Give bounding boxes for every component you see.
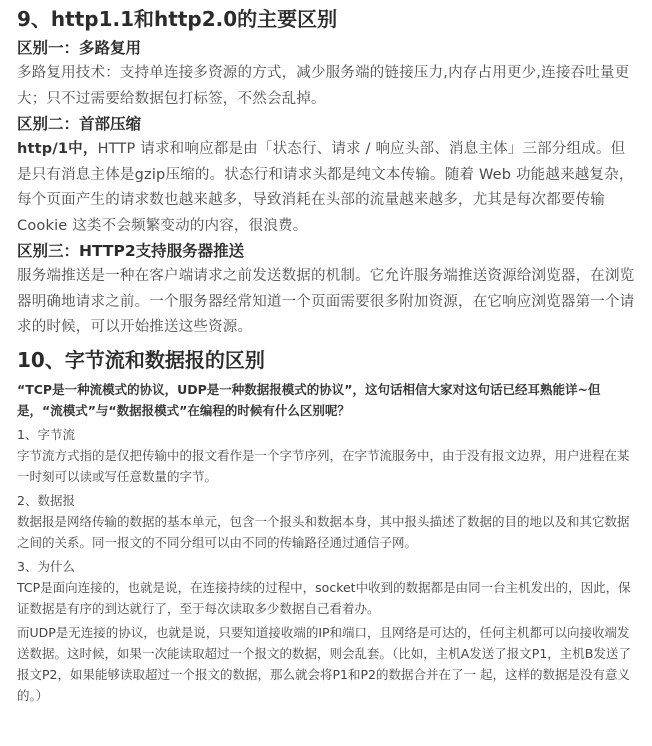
item2-heading: 2、数据报 — [17, 492, 75, 508]
section-9-title: 9、http1.1和http2.0的主要区别 — [17, 7, 338, 31]
diff2-text: HTTP 请求和响应都是由「状态行、请求 / 响应头部、消息主体」三部分组成。但是只有消息主体是gzip压缩的。状态行和请求头都是纯文本传输。随着 Web 功能越来越复杂，每个页面产生的请求数也越来越多，导致消耗在头部的流量越来越多，尤其是每次都要传输Cookie 这类不会频繁变动的内容，很浪费。 — [17, 141, 634, 234]
item1-text: 字节流方式指的是仅把传输中的报文看作是一个字节序列，在字节流服务中，由于没有报文边界，用户进程在某一时刻可以读或写任意数量的字节。 — [17, 447, 630, 484]
section-10-quote: “TCP是一种流模式的协议，UDP是一种数据报模式的协议”，这句话相信大家对这句话已经耳熟能详~但是，“流模式”与“数据报模式”在编程的时候有什么区别呢？ — [17, 381, 601, 418]
item1-heading: 1、字节流 — [17, 426, 75, 442]
item3-heading: 3、为什么 — [17, 558, 75, 574]
diff2-lead: http/1中， — [17, 141, 98, 157]
item2-text: 数据报是网络传输的数据的基本单元，包含一个报头和数据本身，其中报头描述了数据的目的地以及和其它数据之间的关系。同一报文的不同分组可以由不同的传输路径通过通信子网。 — [17, 513, 630, 550]
diff2-heading: 区别二：首部压缩 — [17, 115, 142, 133]
item3-text-udp: 而UDP是无连接的协议，也就是说，只要知道接收端的IP和端口，且网络是可达的，任何主机都可以向接收端发送数据。这时候，如果一次能读取超过一个报文的数据，则会乱套。（比如，主机A发送了报文P1，主机B发送了报文P2，如果能够读取超过一个报文的数据，那么就会将P1和P2的数据合并在了一 起，这样的数据是没有意义的。） — [17, 624, 631, 703]
diff1-heading: 区别一：多路复用 — [17, 39, 142, 57]
diff3-text: 服务端推送是一种在客户端请求之前发送数据的机制。它允许服务端推送资源给浏览器，在浏览器明确地请求之前。一个服务器经常知道一个页面需要很多附加资源，在它响应浏览器第一个请求的时候，可以开始推送这些资源。 — [17, 268, 635, 335]
item3-text-tcp: TCP是面向连接的，也就是说，在连接持续的过程中，socket中收到的数据都是由同一台主机发出的，因此，保证数据是有序的到达就行了，至于每次读取多少数据自己看着办。 — [17, 579, 631, 616]
diff1-text: 多路复用技术：支持单连接多资源的方式，减少服务端的链接压力,内存占用更少,连接吞吐量更大；只不过需要给数据包打标签，不然会乱掉。 — [17, 65, 630, 107]
section-10-title: 10、字节流和数据报的区别 — [17, 347, 265, 372]
diff3-heading: 区别三：HTTP2支持服务器推送 — [17, 242, 245, 260]
diff2-paragraph — [17, 137, 635, 239]
